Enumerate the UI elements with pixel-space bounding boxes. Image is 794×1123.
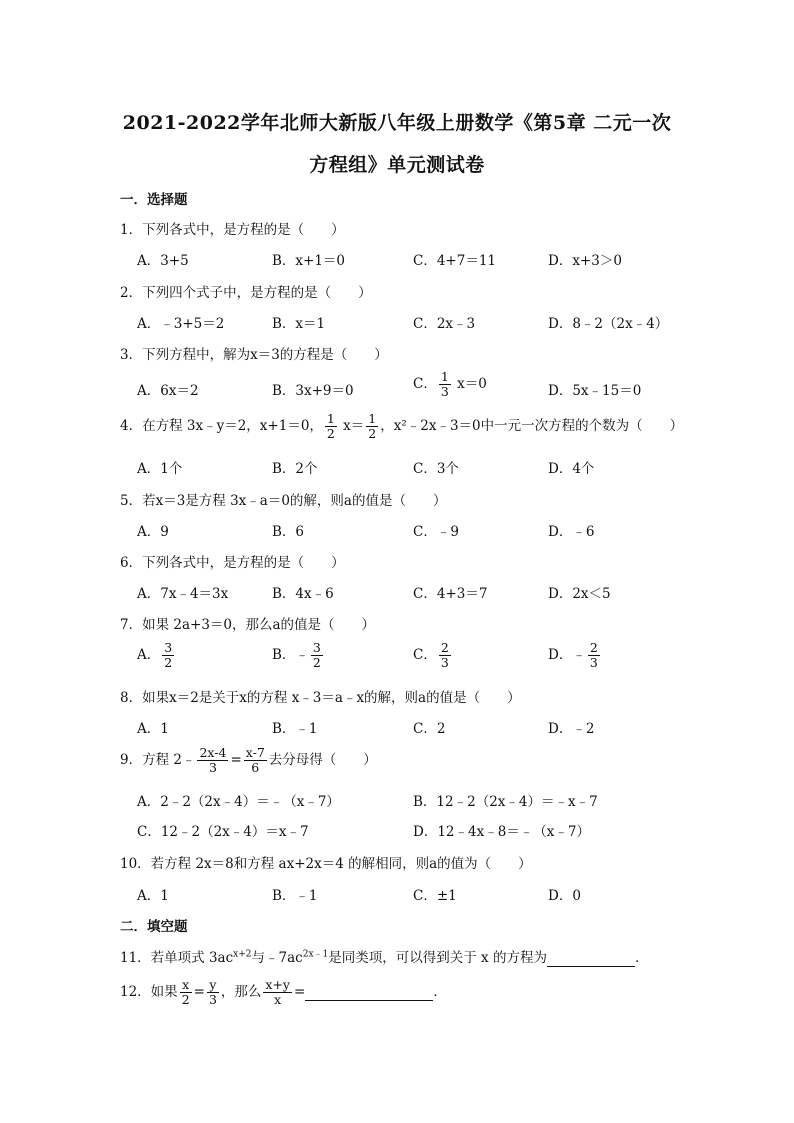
q3-option-a: A．6x＝2	[137, 383, 199, 399]
fraction: $\frac{x+y}{x}$	[265, 977, 290, 1007]
question-10: 10．若方程 2x＝8和方程 ax+2x＝4 的解相同，则a的值为（ ）	[120, 856, 532, 872]
q3-option-c: C． $\frac{1}{3}$ x＝0	[413, 369, 487, 399]
q4-option-a: A．1个	[137, 461, 183, 477]
q4-option-c: C．3个	[413, 461, 459, 477]
q4-option-d: D．4个	[548, 461, 595, 477]
q8-option-c: C．2	[413, 721, 446, 737]
q9-option-b: B．12﹣2（2x﹣4）＝﹣x﹣7	[413, 794, 598, 810]
q7-option-a: A． $\frac{3}{2}$	[137, 640, 173, 670]
q10-option-d: D．0	[548, 888, 581, 904]
q2-option-a: A．﹣3+5＝2	[137, 316, 225, 332]
q10-option-b: B．﹣1	[272, 888, 318, 904]
q10-option-a: A．1	[137, 888, 169, 904]
fraction: $\frac{2}{3}$	[440, 640, 449, 670]
q6-option-b: B．4x﹣6	[272, 586, 334, 602]
question-9: 9．方程 2﹣ $\frac{2x-4}{3}$ = $\frac{x-7}{6}$ 去分母得（ ）	[120, 745, 377, 775]
q2-option-c: C．2x﹣3	[413, 316, 476, 332]
fraction: $\frac{3}{2}$	[164, 640, 173, 670]
q8-option-d: D．﹣2	[548, 721, 595, 737]
q7-option-b: B．﹣ $\frac{3}{2}$	[272, 640, 321, 670]
q1-option-d: D．x+3＞0	[548, 253, 622, 269]
question-7: 7．如果 2a+3＝0，那么a的值是（ ）	[120, 617, 376, 633]
question-5: 5．若x＝3是方程 3x﹣a＝0的解，则a的值是（ ）	[120, 493, 447, 509]
q3-option-b: B．3x+9＝0	[272, 383, 354, 399]
q9-option-c: C．12﹣2（2x﹣4）＝x﹣7	[137, 824, 309, 840]
question-1: 1．下列各式中，是方程的是（ ）	[120, 222, 345, 238]
question-8: 8．如果x＝2是关于x的方程 x﹣3＝a﹣x的解，则a的值是（ ）	[120, 690, 521, 706]
fraction: $\frac{1}{2}$	[326, 411, 335, 441]
q5-option-d: D．﹣6	[548, 524, 595, 540]
q2-option-b: B．x＝1	[272, 316, 326, 332]
fraction: $\frac{2x-4}{3}$	[199, 745, 227, 775]
q7-option-d: D．﹣ $\frac{2}{3}$	[548, 640, 598, 670]
question-6: 6．下列各式中，是方程的是（ ）	[120, 555, 345, 571]
q5-option-b: B．6	[272, 524, 305, 540]
question-2: 2．下列四个式子中，是方程的是（ ）	[120, 285, 372, 301]
q4-option-b: B．2个	[272, 461, 318, 477]
fraction: $\frac{x-7}{6}$	[245, 745, 265, 775]
q10-option-c: C．±1	[413, 888, 457, 904]
q5-option-a: A．9	[137, 524, 169, 540]
question-3: 3．下列方程中，解为x＝3的方程是（ ）	[120, 347, 388, 363]
q2-option-d: D．8﹣2（2x﹣4）	[548, 316, 669, 332]
q1-option-c: C．4+7＝11	[413, 253, 496, 269]
q9-option-a: A．2﹣2（2x﹣4）＝﹣（x﹣7）	[137, 794, 340, 810]
fraction: $\frac{1}{3}$	[440, 369, 449, 399]
section-heading-fill: 二．填空题	[120, 919, 188, 935]
q9-option-d: D．12﹣4x﹣8＝﹣（x﹣7）	[413, 824, 590, 840]
q3-option-d: D．5x﹣15＝0	[548, 383, 642, 399]
question-11: 11．若单项式 $3ac^{x+2}$与$﹣7ac^{2x﹣1}$是同类项，可以得到关于 x 的方程为 ．	[120, 949, 649, 966]
q8-option-b: B．﹣1	[272, 721, 318, 737]
answer-blank[interactable]	[305, 984, 433, 1001]
q5-option-c: C．﹣9	[413, 524, 459, 540]
q1-option-b: B．x+1＝0	[272, 253, 346, 269]
q7-option-c: C． $\frac{2}{3}$	[413, 640, 449, 670]
q8-option-a: A．1	[137, 721, 169, 737]
q6-option-c: C．4+3＝7	[413, 586, 488, 602]
answer-blank[interactable]	[547, 950, 635, 967]
fraction: $\frac{1}{2}$	[368, 411, 377, 441]
q6-option-d: D．2x＜5	[548, 586, 611, 602]
fraction: $\frac{x}{2}$	[181, 977, 190, 1007]
question-4: 4．在方程 3x﹣y＝2，x+1＝0， $\frac{1}{2}$ x＝ $\frac{1}{2}$ ，x²﹣2x﹣3＝0中一元一次方程的个数为（ ）	[120, 411, 684, 441]
fraction: $\frac{3}{2}$	[312, 640, 321, 670]
page-title-line1: 2021-2022学年北师大新版八年级上册数学《第5章 二元一次	[122, 112, 672, 134]
fraction: $\frac{y}{3}$	[208, 977, 217, 1007]
q1-option-a: A．3+5	[137, 253, 189, 269]
question-12: 12．如果 $\frac{x}{2}$ = $\frac{y}{3}$ ，那么 $\frac{x+y}{x}$ = ．	[120, 977, 447, 1007]
q6-option-a: A．7x﹣4＝3x	[137, 586, 229, 602]
page-title-line2: 方程组》单元测试卷	[309, 154, 485, 176]
fraction: $\frac{2}{3}$	[589, 640, 598, 670]
section-heading-choice: 一．选择题	[120, 192, 188, 208]
